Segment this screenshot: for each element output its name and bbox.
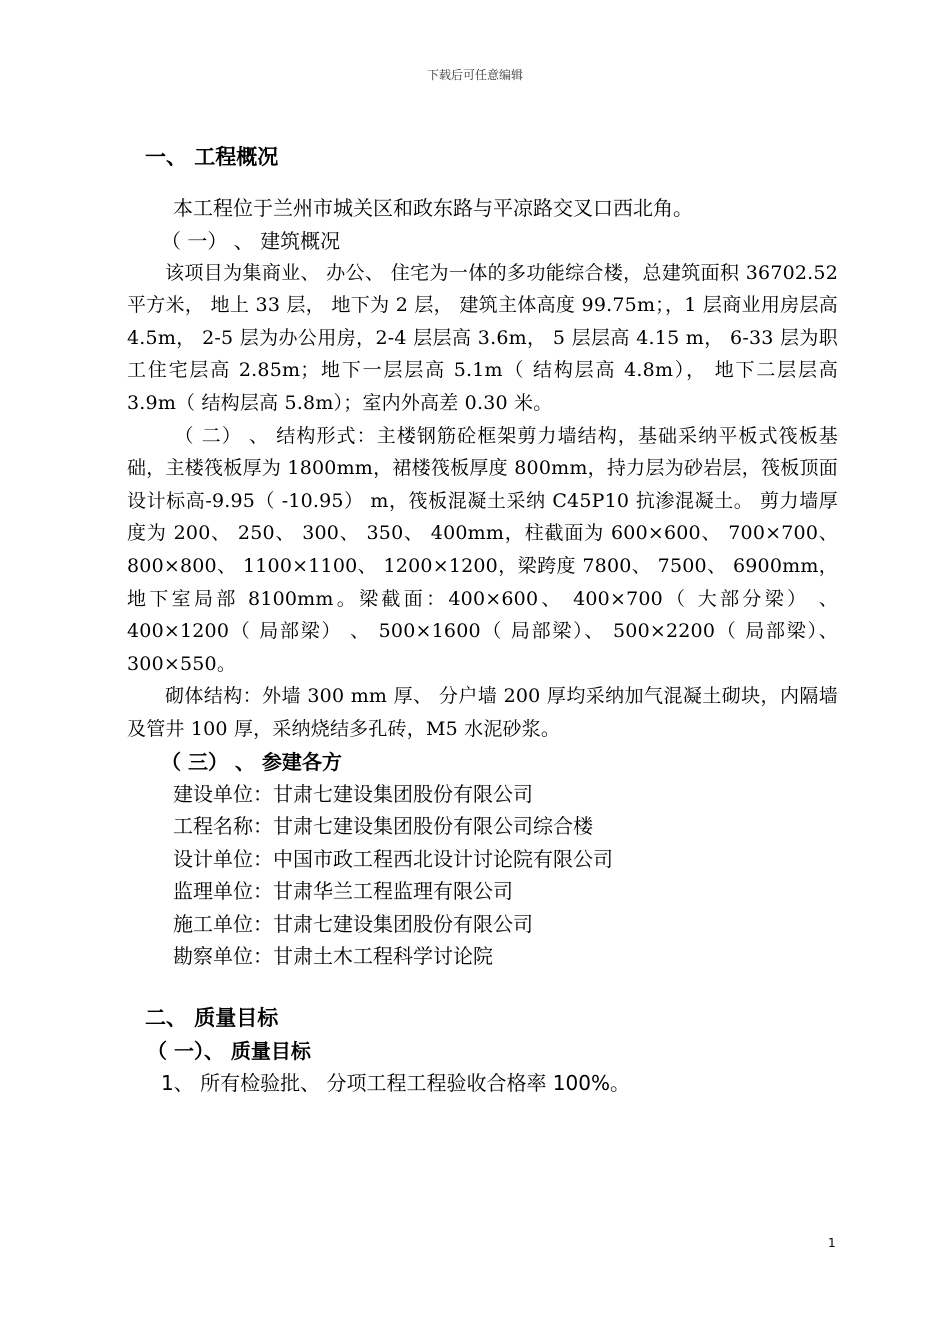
party-item: 勘察单位：甘肃土木工程科学讨论院 bbox=[173, 944, 493, 969]
section1-intro: 本工程位于兰州市城关区和政东路与平凉路交叉口西北角。 bbox=[173, 196, 693, 220]
section1-title: 一、 工程概况 bbox=[145, 145, 279, 169]
structure-form-text: （ 二） 、 结构形式：主楼钢筋砼框架剪力墙结构，基础采纳平板式筏板基础，主楼筏板厚为 1800mm，裙楼筏板厚度 800mm，持力层为砂岩层，筏板顶面设计标高-9.95（ -10.95） m，筏板混凝土采纳 C45P10 抗渗混凝土。 剪力墙厚度为 200、 250、 300、 350、 400mm，柱截面为 600×600、 700×700、 800×800、 1100×1100、 1200×1200，梁跨度 7800、 7500、 6900mm， 地下室局部 8100mm。梁截面：400×600、 400×700（ 大部分梁） 、 400×1200（ 局部梁） 、 500×1600（ 局部梁）、 500×2200（ 局部梁）、 300×550。 bbox=[127, 424, 838, 675]
section2-subsection1-title: （ 一）、 质量目标 bbox=[147, 1039, 311, 1064]
building-overview-text: 该项目为集商业、 办公、 住宅为一体的多功能综合楼，总建筑面积 36702.52 平方米， 地上 33 层， 地下为 2 层， 建筑主体高度 99.75m；，1 层商业用房层高 4.5m， 2-5 层为办公用房，2-4 层层高 3.6m， 5 层层高 4.15 m， 6-33 层为职工住宅层高 2.85m；地下一层层高 5.1m（ 结构层高 4.8m）， 地下二层层高 3.9m（ 结构层高 5.8m）；室内外高差 0.30 米。 bbox=[127, 261, 838, 414]
section2-title: 二、 质量目标 bbox=[145, 1006, 279, 1031]
page-header: 下载后可任意编辑 bbox=[426, 68, 523, 82]
party-item: 建设单位：甘肃七建设集团股份有限公司 bbox=[173, 781, 533, 806]
quality-item-1: 1、 所有检验批、 分项工程工程验收合格率 100%。 bbox=[161, 1071, 630, 1096]
subsection1-title: （ 一） 、 建筑概况 bbox=[161, 228, 341, 253]
page-number: 1 bbox=[828, 1236, 836, 1250]
document-body bbox=[127, 140, 838, 1100]
masonry-structure-text: 砌体结构：外墙 300 mm 厚、 分户墙 200 厚均采纳加气混凝土砌块，内隔墙及管井 100 厚，采纳烧结多孔砖，M5 水泥砂浆。 bbox=[127, 685, 838, 740]
subsection3-title: （ 三） 、 参建各方 bbox=[161, 749, 342, 774]
party-item: 施工单位：甘肃七建设集团股份有限公司 bbox=[173, 911, 533, 936]
parties-list bbox=[127, 778, 838, 974]
party-item: 工程名称：甘肃七建设集团股份有限公司综合楼 bbox=[173, 814, 593, 839]
party-item: 监理单位：甘肃华兰工程监理有限公司 bbox=[173, 879, 513, 904]
party-item: 设计单位：中国市政工程西北设计讨论院有限公司 bbox=[173, 846, 613, 871]
